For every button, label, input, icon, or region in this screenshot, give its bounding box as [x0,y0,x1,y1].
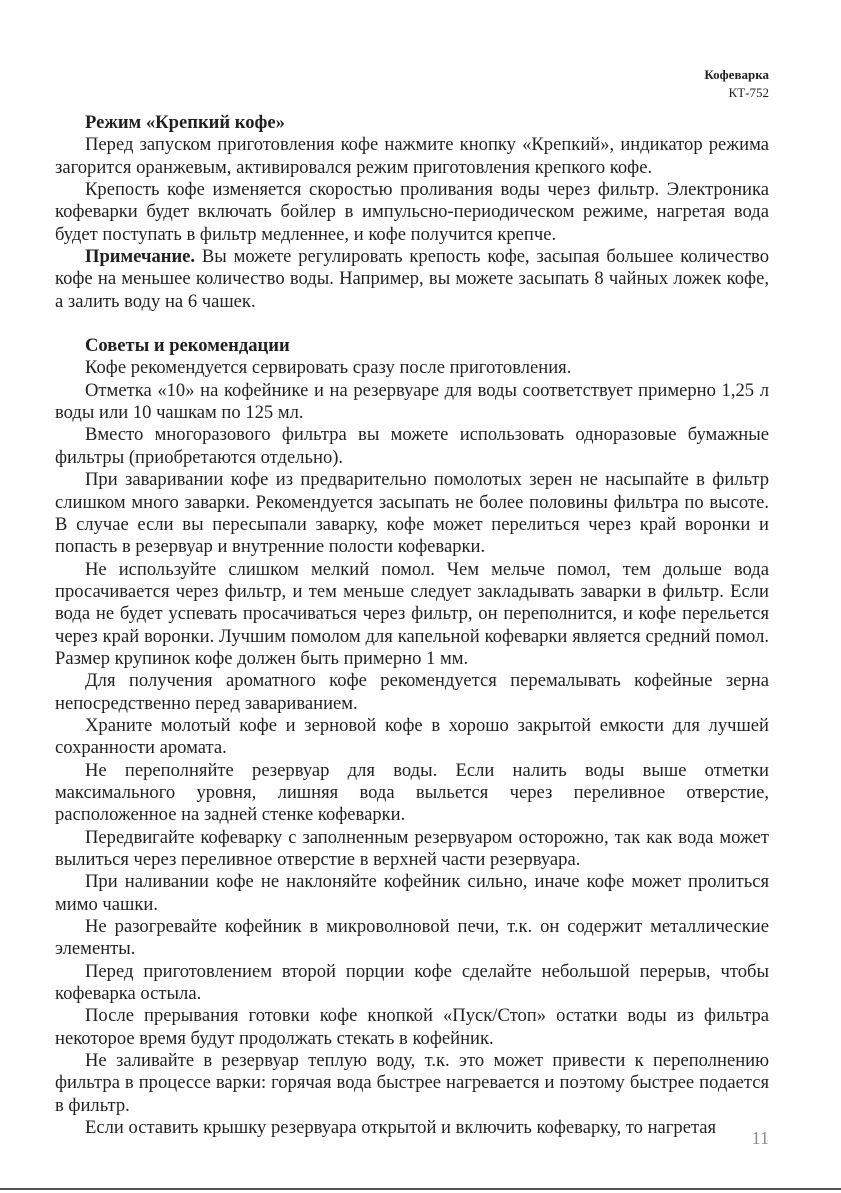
model-number: КТ-752 [728,85,769,100]
paragraph: Для получения ароматного кофе рекомендуется перемалывать кофейные зерна непосредственно перед завариванием. [55,670,769,714]
paragraph: Не используйте слишком мелкий помол. Чем мельче помол, тем дольше вода просачивается через фильтр, и тем меньше следует закладывать заварки в фильтр. Если вода не будет успевать просачиваться через фильтр, он переполнится, и кофе перельется через край воронки. Лучшим помолом для капельной кофеварки является средний помол. Размер крупинок кофе должен быть примерно 1 мм. [55,558,769,669]
section-title-tips: Советы и рекомендации [85,335,290,357]
product-name: Кофеварка [704,67,769,82]
note-paragraph [55,246,769,313]
paragraph: Кофе рекомендуется сервировать сразу после приготовления. [85,357,572,379]
note-text: Вы можете регулировать крепость кофе, засыпая большее количество кофе на меньшее количество воды. Например, вы можете засыпать 8 чайных ложек кофе, а залить воду на 6 чашек. [55,246,769,312]
paragraph: Перед приготовлением второй порции кофе сделайте небольшой перерыв, чтобы кофеварка остыла. [55,960,769,1005]
paragraph: Вместо многоразового фильтра вы можете использовать одноразовые бумажные фильтры (приобретаются отдельно). [55,424,769,468]
paragraph: Не разогревайте кофейник в микроволновой печи, т.к. он содержит металлические элементы. [55,916,769,960]
paragraph: При заваривании кофе из предварительно помолотых зерен не насыпайте в фильтр слишком много заварки. Рекомендуется засыпать не более половины фильтра по высоте. В случае если вы пересыпали заварку, кофе может перелиться через край воронки и попасть в резервуар и внутренние полости кофеварки. [55,469,769,558]
paragraph: Отметка «10» на кофейнике и на резервуаре для воды соответствует примерно 1,25 л воды или 10 чашкам по 125 мл. [55,379,769,424]
paragraph: После прерывания готовки кофе кнопкой «Пуск/Стоп» остатки воды из фильтра некоторое время будут продолжать стекать в кофейник. [55,1005,769,1049]
paragraph: Не заливайте в резервуар теплую воду, т.к. это может привести к переполнению фильтра в процессе варки: горячая вода быстрее нагревается и поэтому быстрее подается в фильтр. [55,1050,769,1116]
section-title-strong-coffee: Режим «Крепкий кофе» [85,112,285,133]
paragraph: Крепость кофе изменяется скоростью проливания воды через фильтр. Электроника кофеварки будет включать бойлер в импульсно-периодическом режиме, нагретая вода будет поступать в фильтр медленнее, и кофе получится крепче. [55,179,769,245]
paragraph: Храните молотый кофе и зерновой кофе в хорошо закрытой емкости для лучшей сохранности аромата. [55,714,769,759]
paragraph: При наливании кофе не наклоняйте кофейник сильно, иначе кофе может пролиться мимо чашки. [55,871,769,915]
page-content [55,112,769,1139]
paragraph: Передвигайте кофеварку с заполненным резервуаром осторожно, так как вода может вылиться через переливное отверстие в верхней части резервуара. [55,826,769,870]
page-number: 11 [751,1128,769,1148]
paragraph: Если оставить крышку резервуара открытой и включить кофеварку, то нагретая [85,1117,717,1139]
page-header [704,66,769,102]
note-label: Примечание. [85,246,196,268]
paragraph: Перед запуском приготовления кофе нажмите кнопку «Крепкий», индикатор режима загорится оранжевым, активировался режим приготовления крепкого кофе. [55,134,769,178]
paragraph: Не переполняйте резервуар для воды. Если налить воды выше отметки максимального уровня, лишняя вода выльется через переливное отверстие, расположенное на задней стенке кофеварки. [55,759,769,826]
bottom-rule [0,1188,841,1190]
